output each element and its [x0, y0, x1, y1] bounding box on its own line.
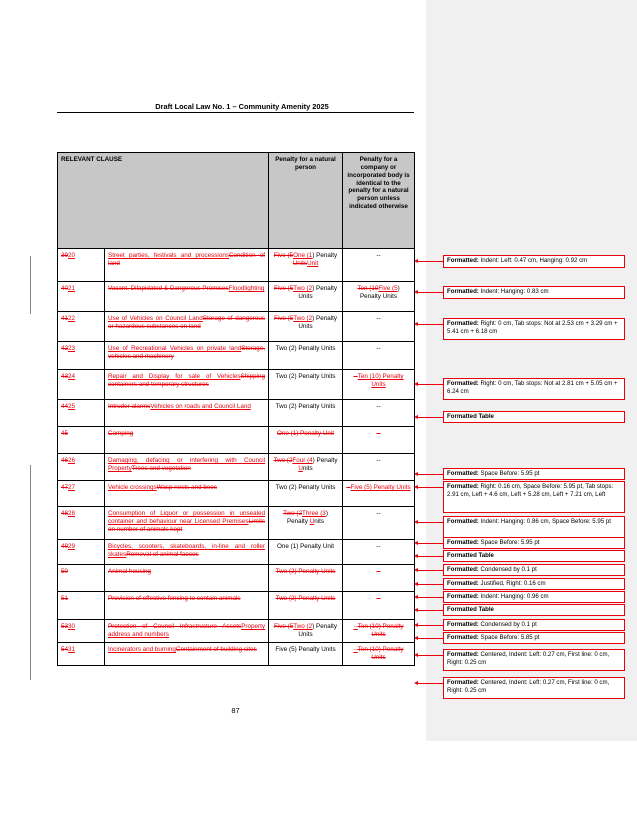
- balloon-label: Formatted:: [447, 288, 479, 295]
- text-run: ): [312, 252, 315, 259]
- inserted-text: U: [309, 517, 315, 525]
- deleted-text: 43: [61, 373, 69, 380]
- company-penalty: [343, 249, 415, 282]
- deleted-text: Two (2: [273, 457, 293, 464]
- inserted-text: Two (2: [293, 623, 313, 630]
- inserted-text: Floodlighting: [228, 285, 265, 292]
- deleted-text: Provision of effective fencing to contain animals: [108, 595, 241, 602]
- inserted-text: 22: [68, 315, 76, 322]
- company-penalty: [343, 592, 415, 620]
- deleted-text: Limits on number of animals kept: [108, 517, 266, 533]
- deleted-text: Intruder alarms: [108, 403, 151, 410]
- text-run: --: [376, 345, 381, 352]
- formatting-comment-balloon[interactable]: [443, 516, 625, 538]
- table-row: [58, 507, 415, 540]
- balloon-label: Formatted:: [447, 679, 479, 686]
- clause-number: [58, 312, 105, 342]
- balloon-text: Space Before: 5.95 pt: [478, 470, 540, 477]
- text-run: ): [312, 623, 315, 630]
- table-row: [58, 249, 415, 282]
- natural-person-penalty: [269, 312, 343, 342]
- text-run: Two (2) Penalty Units: [275, 345, 336, 352]
- balloon-arrow-icon: [414, 415, 418, 419]
- deleted-text: Storage of dangerous or hazardous substances on land: [108, 315, 265, 330]
- deleted-text: Five (5: [274, 285, 294, 292]
- inserted-text: Damaging, defacing or interfering with Council Property: [108, 457, 266, 472]
- deleted-text: Two (2) Penalty Units: [275, 595, 336, 602]
- clause-title: [105, 312, 269, 342]
- table-row: [58, 342, 415, 370]
- balloon-arrow-icon: [414, 595, 418, 599]
- balloon-text: Indent: Hanging: 0.83 cm: [478, 288, 549, 295]
- company-penalty: [343, 312, 415, 342]
- deleted-text: Shipping containers and temporary structures: [108, 373, 266, 388]
- text-run: Penalty Units: [298, 315, 338, 330]
- balloon-arrow-icon: [414, 608, 418, 612]
- text-run: Penalty Units: [298, 285, 338, 300]
- balloon-text: Right: 0 cm, Tab stops: Not at 2.81 cm + 5.05 cm + 6.24 cm: [447, 380, 618, 396]
- balloon-label: Formatted:: [447, 470, 479, 477]
- deleted-text: 40: [61, 285, 69, 292]
- text-run: ): [397, 285, 400, 292]
- deleted-text: --: [376, 595, 381, 602]
- text-run: Two (2) Penalty Units: [275, 484, 336, 491]
- balloon-text: Space Before: 5.85 pt: [478, 634, 540, 641]
- balloon-connector: [418, 584, 443, 585]
- balloon-connector: [418, 625, 443, 626]
- balloon-text: Condensed by 0.1 pt: [478, 566, 537, 573]
- natural-person-penalty: [269, 540, 343, 565]
- deleted-text: --: [353, 373, 358, 380]
- company-penalty: [343, 565, 415, 592]
- balloon-text: Right: 0 cm, Tab stops: Not at 2.53 cm + 3.29 cm + 5.41 cm + 6.18 cm: [447, 320, 618, 336]
- balloon-connector: [418, 570, 443, 571]
- balloon-connector: [418, 417, 443, 418]
- company-penalty: [343, 282, 415, 312]
- clause-title: [105, 540, 269, 565]
- text-run: Penalty Units: [298, 623, 338, 638]
- balloon-text: Centered, Indent: Left: 0.27 cm, First line: 0 cm, Right: 0.25 cm: [447, 651, 610, 667]
- deleted-text: 50: [61, 568, 69, 575]
- balloon-connector: [418, 638, 443, 639]
- balloon-arrow-icon: [414, 290, 418, 294]
- clause-number: [58, 620, 105, 643]
- inserted-text: 26: [68, 457, 76, 464]
- balloon-label: Formatted:: [447, 380, 479, 387]
- deleted-text: 41: [61, 315, 69, 322]
- balloon-text: Indent: Left: 0.47 cm, Hanging: 0.92 cm: [478, 257, 588, 264]
- table-row: [58, 454, 415, 481]
- table-row: [58, 370, 415, 400]
- clause-title: [105, 427, 269, 454]
- text-run: --: [376, 252, 381, 259]
- balloon-arrow-icon: [414, 259, 418, 263]
- table-row: [58, 400, 415, 427]
- inserted-text: Four (4: [292, 457, 313, 464]
- inserted-text: Ten (10) Penalty Units: [357, 373, 404, 388]
- formatting-comment-balloon[interactable]: [443, 468, 625, 480]
- text-run: Two (2) Penalty Units: [275, 403, 336, 410]
- clause-number: [58, 507, 105, 540]
- balloon-arrow-icon: [414, 382, 418, 386]
- inserted-text: Vehicle crossings: [108, 484, 157, 491]
- clause-title: [105, 454, 269, 481]
- text-run: ): [312, 285, 315, 292]
- natural-person-penalty: [269, 620, 343, 643]
- formatting-comment-balloon[interactable]: [443, 537, 625, 549]
- inserted-text: Incinerators and burning: [108, 646, 176, 653]
- deleted-text: 47: [61, 484, 69, 491]
- natural-person-penalty: [269, 249, 343, 282]
- company-penalty: [343, 507, 415, 540]
- formatting-comment-balloon[interactable]: [443, 411, 625, 423]
- deleted-text: Protection of Council Infrastructure Assets: [108, 623, 242, 630]
- balloon-arrow-icon: [414, 568, 418, 572]
- table-row: [58, 427, 415, 454]
- inserted-text: 31: [68, 646, 76, 653]
- clause-number: [58, 282, 105, 312]
- balloon-connector: [418, 610, 443, 611]
- page-header: Draft Local Law No. 1 – Community Amenity 2025: [155, 102, 329, 111]
- balloon-text: Justified, Right: 0.16 cm: [478, 580, 546, 587]
- deleted-text: 42: [61, 345, 69, 352]
- table-row: [58, 282, 415, 312]
- deleted-text: Vacant, Dilapidated & Dangerous Premises: [108, 285, 229, 292]
- balloon-connector: [418, 324, 443, 325]
- clause-number: [58, 427, 105, 454]
- deleted-text: --: [376, 430, 381, 437]
- deleted-text: Five (5: [273, 252, 294, 259]
- balloon-label: Formatted:: [447, 651, 479, 658]
- deleted-text: Five (5: [274, 315, 294, 322]
- text-run: ): [312, 457, 315, 464]
- balloon-arrow-icon: [414, 582, 418, 586]
- clause-number: [58, 249, 105, 282]
- table-row: [58, 540, 415, 565]
- deleted-text: Removal of animal faeces: [126, 550, 199, 558]
- deleted-text: Animal housing: [108, 568, 152, 575]
- clause-title: [105, 481, 269, 507]
- balloon-text: Condensed by 0.1 pt: [478, 621, 537, 628]
- deleted-text: 45: [61, 430, 69, 437]
- clause-number: [58, 565, 105, 592]
- clause-number: [58, 342, 105, 370]
- formatting-comment-balloon[interactable]: [443, 550, 625, 562]
- balloon-connector: [418, 556, 443, 557]
- formatting-comment-balloon[interactable]: [443, 649, 625, 671]
- inserted-text: --: [353, 623, 358, 630]
- inserted-text: --: [353, 646, 358, 653]
- deleted-text: Ten (10) Penalty Units: [357, 623, 404, 638]
- inserted-text: Use of Vehicles on Council Land: [108, 315, 203, 322]
- clause-title: [105, 370, 269, 400]
- balloon-arrow-icon: [414, 520, 418, 524]
- balloon-label: Formatted:: [447, 621, 479, 628]
- balloon-arrow-icon: [414, 322, 418, 326]
- natural-person-penalty: [269, 282, 343, 312]
- inserted-text: U: [298, 464, 303, 472]
- inserted-text: 30: [68, 623, 76, 630]
- inserted-text: Use of Recreational Vehicles on private land: [108, 345, 242, 352]
- text-run: --: [376, 510, 381, 517]
- inserted-text: 24: [68, 373, 76, 380]
- balloon-label: Formatted:: [447, 539, 479, 546]
- deleted-text: --: [376, 568, 381, 575]
- deleted-text: Storage, vehicles and machinery: [108, 345, 266, 360]
- text-run: Penalty: [314, 457, 338, 464]
- clause-title: [105, 565, 269, 592]
- deleted-text: 53: [61, 623, 69, 630]
- inserted-text: Two (2: [293, 315, 313, 322]
- balloon-label: Formatted Table: [447, 413, 494, 420]
- company-penalty: [343, 481, 415, 507]
- deleted-text: 44: [61, 403, 69, 410]
- balloon-label: Formatted:: [447, 257, 479, 264]
- header-company: Penalty for a company or incorporated body is identical to the penalty for a natural person unless indicated otherwise: [343, 153, 415, 249]
- balloon-arrow-icon: [414, 472, 418, 476]
- deleted-text: Two (2) Penalty Units: [275, 568, 336, 575]
- balloon-connector: [418, 655, 443, 656]
- inserted-text: 21: [68, 285, 76, 292]
- formatting-comment-balloon[interactable]: [443, 619, 625, 631]
- inserted-text: Property address and numbers: [108, 623, 266, 638]
- deleted-text: Ten (10) Penalty Units: [357, 646, 404, 661]
- natural-person-penalty: [269, 400, 343, 427]
- clause-number: [58, 481, 105, 507]
- header-natural-person: Penalty for a natural person: [269, 153, 343, 249]
- formatting-comment-balloon[interactable]: [443, 318, 625, 340]
- clause-title: [105, 620, 269, 643]
- balloon-label: Formatted:: [447, 518, 479, 525]
- text-run: Two (2) Penalty Units: [275, 373, 336, 380]
- balloon-connector: [418, 522, 443, 523]
- clause-title: [105, 342, 269, 370]
- text-run: nits: [314, 517, 325, 525]
- natural-person-penalty: [269, 507, 343, 540]
- inserted-text: Street parties, festivals and processions: [108, 252, 229, 259]
- inserted-text: 27: [68, 484, 76, 491]
- text-run: --: [376, 315, 381, 322]
- deleted-text: Trees and vegetation: [131, 464, 191, 472]
- inserted-text: Unit: [307, 259, 319, 267]
- formatting-comment-balloon[interactable]: [443, 481, 625, 513]
- inserted-text: Three (3: [302, 510, 326, 517]
- header-rule: [57, 112, 414, 113]
- balloon-text: Right: 0.16 cm, Space Before: 5.95 pt, Tab stops: 2.91 cm, Left + 4.6 cm, Left + 5.28 cm, Left + 7.21 cm, Left: [447, 483, 614, 499]
- balloon-arrow-icon: [414, 554, 418, 558]
- deleted-text: Two (2: [283, 510, 302, 517]
- text-run: Penalty: [286, 517, 310, 525]
- company-penalty: [343, 370, 415, 400]
- balloon-label: Formatted:: [447, 320, 479, 327]
- natural-person-penalty: [269, 481, 343, 507]
- natural-person-penalty: [269, 592, 343, 620]
- balloon-arrow-icon: [414, 636, 418, 640]
- table-row: [58, 592, 415, 620]
- company-penalty: [343, 427, 415, 454]
- inserted-text: Two (2: [293, 285, 313, 292]
- deleted-text: 49: [61, 543, 69, 550]
- company-penalty: [343, 400, 415, 427]
- text-run: Five (5) Penalty Units: [275, 646, 336, 653]
- balloon-arrow-icon: [414, 485, 418, 489]
- natural-person-penalty: [269, 565, 343, 592]
- balloon-connector: [418, 597, 443, 598]
- deleted-text: Five (5: [274, 623, 294, 630]
- formatting-comment-balloon[interactable]: [443, 604, 625, 616]
- deleted-text: Ten (10: [357, 285, 379, 292]
- inserted-text: 23: [68, 345, 76, 352]
- deleted-text: Units: [292, 259, 308, 267]
- balloon-text: Indent: Hanging: 0.96 cm: [478, 593, 549, 600]
- deleted-text: One (1) Penalty Unit: [276, 430, 335, 437]
- balloon-connector: [418, 487, 443, 488]
- formatting-comment-balloon[interactable]: [443, 286, 625, 299]
- deleted-text: Wasp nests and bees: [156, 484, 217, 491]
- page-number: 87: [231, 706, 240, 715]
- natural-person-penalty: [269, 370, 343, 400]
- formatting-comment-balloon[interactable]: [443, 632, 625, 644]
- header-relevant-clause: RELEVANT CLAUSE: [58, 153, 269, 249]
- text-run: --: [376, 457, 381, 464]
- company-penalty: [343, 342, 415, 370]
- inserted-text: One (1: [293, 252, 313, 259]
- balloon-connector: [418, 543, 443, 544]
- clause-title: [105, 592, 269, 620]
- clause-number: [58, 370, 105, 400]
- balloon-connector: [418, 261, 443, 262]
- formatting-comment-balloon[interactable]: [443, 378, 625, 400]
- inserted-text: Bicycles, scooters, skateboards, in-line and roller skates: [108, 543, 266, 558]
- clause-title: [105, 282, 269, 312]
- natural-person-penalty: [269, 342, 343, 370]
- table-row: [58, 643, 415, 666]
- clause-number: [58, 540, 105, 565]
- text-run: Penalty Units: [359, 292, 398, 300]
- inserted-text: 28: [68, 510, 76, 517]
- deleted-text: 46: [61, 457, 69, 464]
- table-row: [58, 565, 415, 592]
- clause-title: [105, 507, 269, 540]
- formatting-comment-balloon[interactable]: [443, 578, 625, 590]
- inserted-text: 29: [68, 543, 76, 550]
- inserted-text: Five (5: [378, 285, 398, 292]
- deleted-text: Condition of land: [108, 252, 266, 267]
- deleted-text: --: [346, 484, 351, 491]
- inserted-text: Consumption of Liquor or possession in unsealed container and behaviour near Licensed Premises: [108, 510, 266, 525]
- text-run: --: [376, 403, 381, 410]
- deleted-text: 54: [61, 646, 69, 653]
- balloon-connector: [418, 292, 443, 293]
- balloon-label: Formatted:: [447, 566, 479, 573]
- inserted-text: 25: [68, 403, 76, 410]
- balloon-label: Formatted Table: [447, 552, 494, 559]
- natural-person-penalty: [269, 427, 343, 454]
- clause-title: [105, 400, 269, 427]
- clause-title: [105, 249, 269, 282]
- clause-number: [58, 400, 105, 427]
- formatting-comment-balloon[interactable]: [443, 591, 625, 603]
- clause-number: [58, 643, 105, 666]
- text-run: One (1) Penalty Unit: [276, 543, 335, 550]
- balloon-arrow-icon: [414, 653, 418, 657]
- balloon-label: Formatted:: [447, 593, 479, 600]
- inserted-text: Vehicles on roads and Council Land: [150, 403, 251, 410]
- company-penalty: [343, 454, 415, 481]
- text-run: ): [325, 510, 328, 517]
- balloon-label: Formatted:: [447, 634, 479, 641]
- company-penalty: [343, 540, 415, 565]
- deleted-text: Containment of building sites: [175, 646, 257, 653]
- balloon-text: Indent: Hanging: 0.86 cm, Space Before: 5.95 pt: [478, 518, 611, 525]
- text-run: Penalty: [314, 252, 338, 259]
- deleted-text: Camping: [108, 430, 134, 437]
- inserted-text: Five (5) Penalty Units: [350, 484, 411, 491]
- balloon-arrow-icon: [414, 623, 418, 627]
- formatting-comment-balloon[interactable]: [443, 677, 625, 699]
- natural-person-penalty: [269, 643, 343, 666]
- balloon-arrow-icon: [414, 541, 418, 545]
- formatting-comment-balloon[interactable]: [443, 564, 625, 576]
- deleted-text: 39: [61, 252, 69, 259]
- text-run: --: [376, 543, 381, 550]
- balloon-text: Centered, Indent: Left: 0.27 cm, First line: 0 cm, Right: 0.25 cm: [447, 679, 610, 695]
- balloon-connector: [418, 683, 443, 684]
- balloon-connector: [418, 384, 443, 385]
- balloon-label: Formatted:: [447, 580, 479, 587]
- clause-title: [105, 643, 269, 666]
- change-bar: [30, 256, 31, 314]
- clause-number: [58, 454, 105, 481]
- balloon-label: Formatted:: [447, 483, 479, 490]
- company-penalty: [343, 620, 415, 643]
- formatting-comment-balloon[interactable]: [443, 255, 625, 268]
- clause-number: [58, 592, 105, 620]
- change-bar: [30, 465, 31, 680]
- deleted-text: 48: [61, 510, 69, 517]
- balloon-text: Space Before: 5.95 pt: [478, 539, 540, 546]
- penalty-table: [57, 152, 415, 666]
- inserted-text: Repair and Display for sale of Vehicles: [108, 373, 241, 380]
- text-run: nits: [302, 464, 313, 472]
- inserted-text: 20: [68, 252, 76, 259]
- table-row: [58, 620, 415, 643]
- natural-person-penalty: [269, 454, 343, 481]
- balloon-arrow-icon: [414, 681, 418, 685]
- table-row: [58, 312, 415, 342]
- balloon-connector: [418, 474, 443, 475]
- text-run: ): [312, 315, 315, 322]
- balloon-label: Formatted Table: [447, 606, 494, 613]
- company-penalty: [343, 643, 415, 666]
- table-row: [58, 481, 415, 507]
- deleted-text: 51: [61, 595, 69, 602]
